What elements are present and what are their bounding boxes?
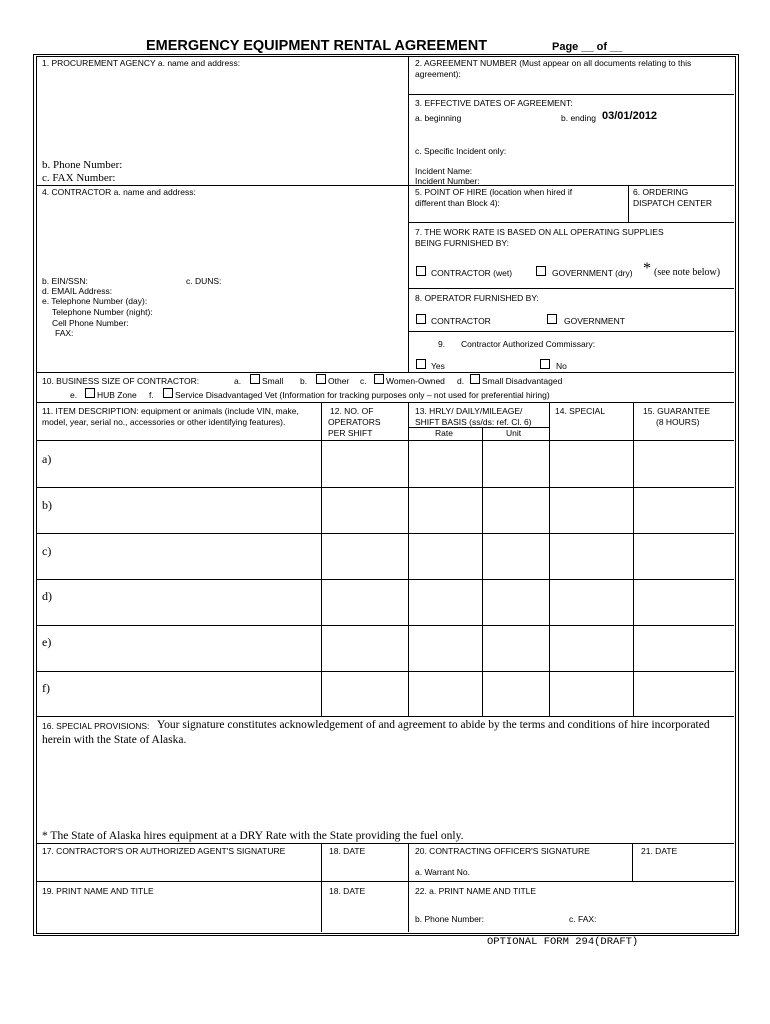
operators-header: 12. NO. OF (330, 406, 374, 416)
special-provisions-text: Your signature constitutes acknowledgement of and agreement to abide by the terms and conditions of hire incorporated (157, 719, 710, 731)
print-name-label: 19. PRINT NAME AND TITLE (42, 886, 154, 896)
table-col-line (482, 427, 483, 716)
other-business-checkbox[interactable] (316, 374, 326, 384)
page-number: Page __ of __ (552, 41, 623, 53)
operators-header-cont2: PER SHIFT (328, 428, 373, 438)
dry-rate-checkbox[interactable] (536, 266, 546, 276)
women-owned-label: Women-Owned (386, 376, 445, 386)
small-disadvantaged-label: Small Disadvantaged (482, 376, 563, 386)
guarantee-header: 15. GUARANTEE (643, 406, 711, 416)
commissary-yes-checkbox[interactable] (416, 359, 426, 369)
operator-contractor-label: CONTRACTOR (431, 316, 491, 326)
rate-basis-header: 13. HRLY/ DAILY/MILEAGE/ (415, 406, 523, 416)
option-a-letter: a. (234, 376, 242, 386)
officer-fax-label: c. FAX: (569, 914, 597, 924)
ending-date-label: b. ending (561, 113, 596, 123)
option-e-letter: e. (70, 390, 78, 400)
duns-label: c. DUNS: (186, 276, 222, 286)
wet-rate-checkbox[interactable] (416, 266, 426, 276)
officer-phone-label: b. Phone Number: (415, 914, 484, 924)
table-row-label: f) (42, 681, 50, 695)
service-vet-checkbox[interactable] (163, 388, 173, 398)
tel-night-label: Telephone Number (night): (52, 307, 153, 317)
special-provisions-text-cont: herein with the State of Alaska. (42, 734, 187, 746)
contractor-fax-label: FAX: (55, 328, 74, 338)
table-col-line (321, 402, 322, 716)
table-row-label: d) (42, 589, 52, 603)
cell-phone-label: Cell Phone Number: (52, 318, 129, 328)
agency-phone-label: b. Phone Number: (42, 159, 123, 171)
divider (408, 222, 734, 223)
form-title: EMERGENCY EQUIPMENT RENTAL AGREEMENT (146, 38, 488, 54)
table-col-line (549, 402, 550, 716)
operator-contractor-checkbox[interactable] (416, 314, 426, 324)
divider (408, 843, 409, 932)
dry-rate-note: * The State of Alaska hires equipment at a DRY Rate with the State providing the fuel only. (42, 830, 464, 842)
ein-label: b. EIN/SSN: (42, 276, 88, 286)
table-row-line (37, 625, 734, 626)
ordering-label: 6. ORDERING (633, 187, 689, 197)
dispatch-center-label: DISPATCH CENTER (633, 198, 713, 208)
form-footer: OPTIONAL FORM 294(DRAFT) (487, 936, 639, 948)
divider (321, 843, 322, 932)
table-row-line (37, 671, 734, 672)
small-business-label: Small (262, 376, 284, 386)
table-row-label: a) (42, 452, 52, 466)
divider (408, 288, 734, 289)
contractor-signature-label: 17. CONTRACTOR'S OR AUTHORIZED AGENT'S SIGNATURE (42, 846, 286, 856)
incident-name-label: Incident Name: (415, 166, 473, 176)
table-row-line (37, 716, 734, 717)
print-date-label: 18. DATE (329, 886, 366, 896)
rate-basis-header-cont: SHIFT BASIS (ss/ds: ref. Cl. 6) (415, 417, 532, 427)
option-b-letter: b. (300, 376, 308, 386)
beginning-date-label: a. beginning (415, 113, 462, 123)
agency-fax-label: c. FAX Number: (42, 172, 116, 184)
block9-number: 9. (438, 339, 446, 349)
divider (408, 56, 409, 372)
contractor-wet-label: CONTRACTOR (wet) (431, 268, 513, 278)
operator-government-checkbox[interactable] (547, 314, 557, 324)
table-row-line (37, 440, 734, 441)
small-business-checkbox[interactable] (250, 374, 260, 384)
table-col-line (408, 402, 409, 716)
operator-furnished-label: 8. OPERATOR FURNISHED BY: (415, 293, 539, 303)
table-row-line (37, 487, 734, 488)
officer-date-label: 21. DATE (641, 846, 678, 856)
work-rate-label-cont: BEING FURNISHED BY: (415, 238, 509, 248)
option-d-letter: d. (457, 376, 465, 386)
women-owned-checkbox[interactable] (374, 374, 384, 384)
hub-zone-checkbox[interactable] (85, 388, 95, 398)
divider (408, 94, 734, 95)
option-c-letter: c. (360, 376, 367, 386)
agreement-number-label: 2. AGREEMENT NUMBER (Must appear on all documents relating to this (415, 58, 692, 68)
table-row-line (37, 533, 734, 534)
divider (37, 843, 734, 844)
special-provisions-label: 16. SPECIAL PROVISIONS: (42, 721, 150, 731)
divider (37, 402, 734, 403)
service-vet-label: Service Disadvantaged Vet (Information for tracking purposes only – not used for preferential hiring) (175, 390, 550, 400)
business-size-label: 10. BUSINESS SIZE OF CONTRACTOR: (42, 376, 200, 386)
special-header: 14. SPECIAL (555, 406, 606, 416)
officer-signature-label: 20. CONTRACTING OFFICER'S SIGNATURE (415, 846, 590, 856)
commissary-no-label: No (556, 361, 567, 371)
option-f-letter: f. (149, 390, 154, 400)
table-row-label: c) (42, 544, 52, 558)
ending-date-value[interactable]: 03/01/2012 (602, 110, 658, 122)
other-business-label: Other (328, 376, 350, 386)
commissary-label: Contractor Authorized Commissary: (461, 339, 596, 349)
effective-dates-label: 3. EFFECTIVE DATES OF AGREEMENT: (415, 98, 573, 108)
commissary-yes-label: Yes (431, 361, 445, 371)
see-note-label: (see note below) (654, 267, 721, 278)
officer-print-name-label: 22. a. PRINT NAME AND TITLE (415, 886, 537, 896)
small-disadvantaged-checkbox[interactable] (470, 374, 480, 384)
table-row-line (37, 579, 734, 580)
commissary-no-checkbox[interactable] (540, 359, 550, 369)
email-label: d. EMAIL Address: (42, 286, 113, 296)
point-of-hire-label-cont: different than Block 4): (415, 198, 500, 208)
contractor-date-label: 18. DATE (329, 846, 366, 856)
table-row-label: b) (42, 498, 52, 512)
procurement-agency-label: 1. PROCUREMENT AGENCY a. name and address: (42, 58, 241, 68)
warrant-number-label: a. Warrant No. (415, 867, 470, 877)
work-rate-label: 7. THE WORK RATE IS BASED ON ALL OPERATING SUPPLIES (415, 227, 664, 237)
government-dry-label: GOVERNMENT (dry) (552, 268, 633, 278)
divider (408, 331, 734, 332)
operators-header-cont: OPERATORS (328, 417, 381, 427)
unit-column-header: Unit (506, 428, 522, 438)
specific-incident-label: c. Specific Incident only: (415, 146, 507, 156)
divider (37, 185, 734, 186)
item-description-header-cont: model, year, serial no., accessories or other identifying features). (42, 417, 286, 427)
contractor-label: 4. CONTRACTOR a. name and address: (42, 187, 196, 197)
tel-day-label: e. Telephone Number (day): (42, 296, 148, 306)
guarantee-header-cont: (8 HOURS) (656, 417, 700, 427)
incident-number-label: Incident Number: (415, 176, 480, 186)
divider (632, 843, 633, 881)
rate-column-header: Rate (435, 428, 453, 438)
item-description-header: 11. ITEM DESCRIPTION: equipment or animals (include VIN, make, (42, 406, 299, 416)
hub-zone-label: HUB Zone (97, 390, 137, 400)
divider (37, 372, 734, 373)
point-of-hire-label: 5. POINT OF HIRE (location when hired if (415, 187, 573, 197)
table-row-label: e) (42, 635, 52, 649)
asterisk-mark: * (643, 260, 651, 277)
divider (37, 881, 734, 882)
agreement-number-label-cont: agreement): (415, 69, 461, 79)
divider (628, 185, 629, 222)
divider (408, 427, 549, 428)
table-col-line (633, 402, 634, 716)
operator-government-label: GOVERNMENT (564, 316, 625, 326)
